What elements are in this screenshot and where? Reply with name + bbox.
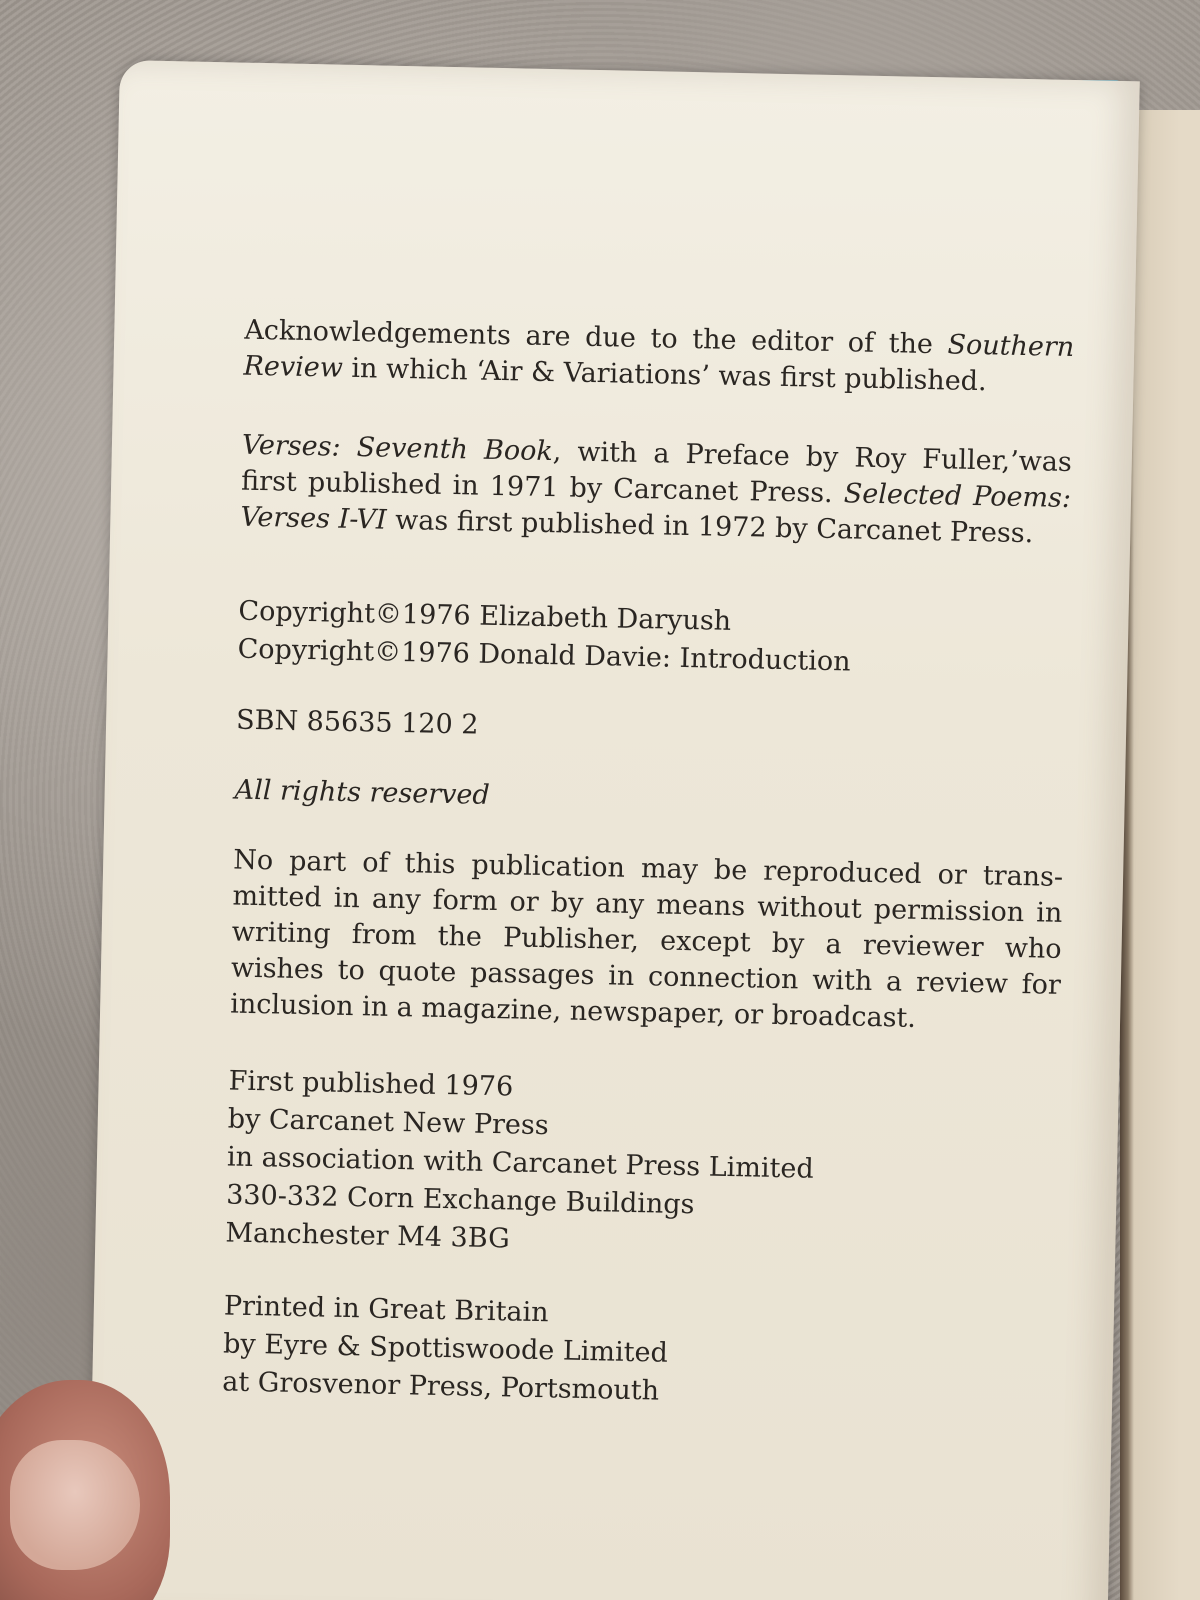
published-line-3: in association with Carcanet Press Limited: [226, 1141, 814, 1185]
verses-line-1: Verses: Seventh Book, with a Preface by Roy Fuller,’was: [241, 429, 1073, 479]
copyright-block: [237, 593, 1068, 686]
notice-line-4: wishes to quote passages in connection with a review for: [230, 952, 1062, 1001]
published-line-5: Manchester M4 3BG: [225, 1217, 511, 1255]
ack-line-1: Acknowledgements are due to the editor of the Southern: [244, 314, 1075, 364]
publisher-block: [225, 1063, 1059, 1270]
published-line-4: 330-332 Corn Exchange Buildings: [225, 1179, 695, 1221]
printed-line-3: at Grosvenor Press, Portsmouth: [222, 1366, 660, 1407]
notice-line-3: writing from the Publisher, except by a reviewer who: [231, 916, 1062, 965]
rights-statement: All rights reserved: [234, 774, 491, 811]
copyright-line-2: Copyright©1976 Donald Davie: Introduction: [237, 633, 851, 678]
notice-line-5: inclusion in a magazine, newspaper, or broadcast.: [229, 988, 917, 1034]
sbn-number: SBN 85635 120 2: [235, 704, 479, 741]
book-title-verses-seventh: Verses: Seventh Book: [241, 429, 554, 468]
ack-line-2: Review in which ‘Air & Variations’ was first published.: [243, 350, 987, 398]
printed-line-2: by Eyre & Spottiswoode Limited: [222, 1328, 669, 1369]
acknowledgements-paragraph: [243, 313, 1074, 402]
reproduction-notice: [230, 843, 1064, 1040]
notice-line-2: mitted in any form or by any means without permission in: [232, 880, 1063, 929]
journal-title-part-1: Southern: [947, 329, 1075, 364]
verses-line-2: first published in 1971 by Carcanet Press. Selected Poems:: [240, 465, 1072, 515]
journal-title-part-2: Review: [243, 350, 344, 384]
printed-line-1: Printed in Great Britain: [223, 1290, 549, 1329]
book-title-verses-i-vi: Verses I-VI: [240, 501, 387, 536]
printer-block: [222, 1287, 1054, 1418]
thumbnail: [10, 1440, 140, 1570]
published-line-2: by Carcanet New Press: [227, 1103, 549, 1142]
verses-line-3: Verses I-VI was first published in 1972 by Carcanet Press.: [240, 501, 1034, 550]
notice-line-1: No part of this publication may be reproduced or trans-: [232, 844, 1064, 893]
copyright-line-1: Copyright©1976 Elizabeth Daryush: [238, 595, 732, 637]
verses-paragraph: [240, 428, 1072, 553]
published-line-1: First published 1976: [228, 1065, 514, 1103]
book-page: [87, 60, 1139, 1600]
book-title-selected-poems: Selected Poems:: [843, 478, 1072, 515]
